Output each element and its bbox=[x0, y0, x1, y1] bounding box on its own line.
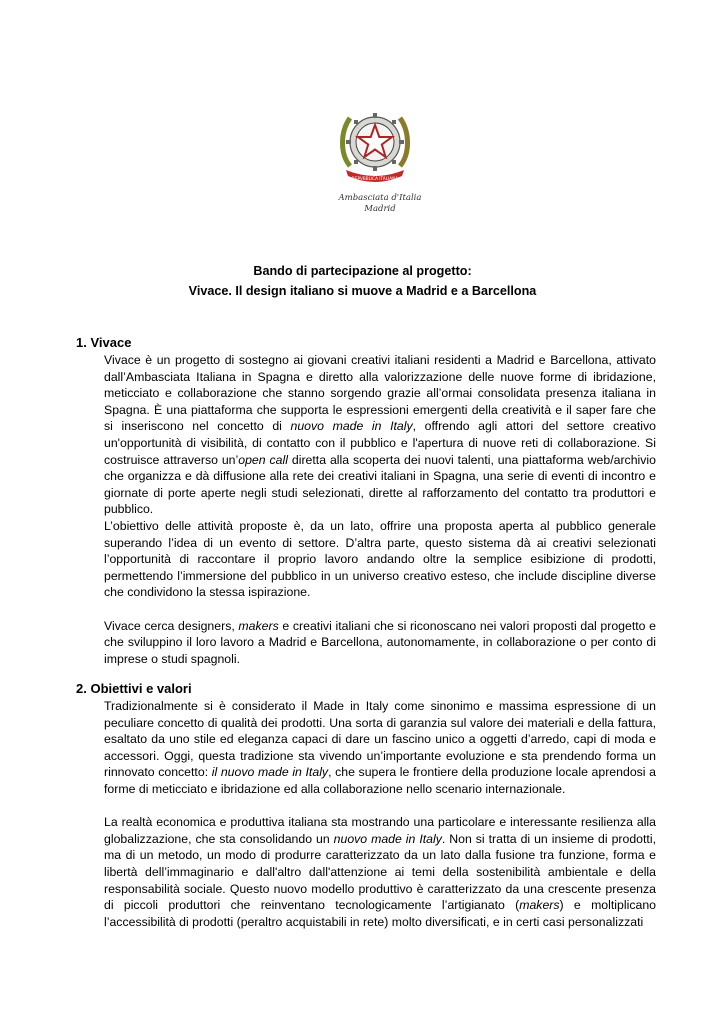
section-heading-vivace: 1. Vivace bbox=[76, 335, 132, 350]
embassy-name: Ambasciata d'Italia bbox=[338, 193, 422, 203]
paragraph bbox=[104, 698, 656, 798]
text-run: Tradizionalmente si è considerato il Made in Italy come sinonimo e massima espressione di un peculiare concetto di qualità dei prodotti. Una sorta di garanzia sul valore dei materiali e della fattura, esaltato da uno stile ed eleganza capaci di dare un fascino unico a oggetti d’arredo, capi di moda e accessori. Oggi, questa tradizione sta vivendo un’importante evoluzione e sta prendendo forma un rinnovato concetto: bbox=[104, 699, 656, 780]
paragraph bbox=[104, 352, 656, 518]
italic-run: makers bbox=[238, 618, 279, 633]
text-run: L’obiettivo delle attività proposte è, da un lato, offrire una proposta aperta al pubblico generale superando l’idea di un evento di settore. D’altra parte, questo sistema dà ai creativi selezionati l’opportunità di raccontare il proprio lavoro andando oltre la semplice esibizione di prodotti, permettendo l’immersione del pubblico in un universo creativo esteso, che include discipline diverse che condividono la stessa ispirazione. bbox=[104, 518, 656, 600]
paragraph bbox=[104, 518, 656, 601]
embassy-city: Madrid bbox=[364, 204, 396, 214]
document-title-line1: Bando di partecipazione al progetto: bbox=[253, 264, 472, 278]
paragraph bbox=[104, 618, 656, 668]
text-run: ) e moltiplicano l’accessibilità di prodotti (peraltro acquistabili in rete) molto diversificati, e in certi casi personalizzati bbox=[104, 898, 656, 929]
text-run: , che supera le frontiere della produzione locale aprendosi a forme di meticciato e ibridazione ed alla collaborazione nello scenario internazionale. bbox=[104, 765, 656, 796]
section-body-vivace bbox=[104, 352, 656, 667]
text-run: , offrendo agli attori del settore creativo un'opportunità di visibilità, di contatto con il pubblico e l'apertura di nuove reti di collaborazione. Si costruisce attraverso un’ bbox=[104, 419, 657, 467]
text-run: e creativi italiani che si riconoscano nei valori proposti dal progetto e che sviluppino il loro lavoro a Madrid e Barcellona, autonomamente, in collaborazione o per conto di imprese o studi spagnoli. bbox=[104, 618, 656, 666]
italic-run: open call bbox=[238, 452, 288, 467]
embassy-caption bbox=[300, 193, 460, 215]
italic-run: il nuovo made in Italy bbox=[211, 765, 329, 780]
italic-run: nuovo made in Italy bbox=[290, 419, 413, 434]
text-run: Vivace è un progetto di sostegno ai giovani creativi italiani residenti a Madrid e Barcellona, attivato dall’Ambasciata Italiana in Spagna e diretto alla valorizzazione delle nuove forme di ibridazione, meticciato e collaborazione che stanno sorgendo grazie all’ormai consolidata presenza italiana in Spagna. È una piattaforma che supporta le espressioni emergenti della creatività e il saper fare che si inseriscono nel concetto di bbox=[104, 353, 656, 434]
text-run: Vivace cerca designers, bbox=[104, 618, 239, 633]
text-run: diretta alla scoperta dei nuovi talenti, una piattaforma web/archivio che organizza e dà diffusione alla rete dei creativi italiani in Spagna, una serie di eventi di incontro e giornate di porte aperte negli studi selezionati, dirette al rafforzamento del contatto tra produttori e pubblico. bbox=[104, 452, 656, 517]
emblem-icon bbox=[338, 104, 412, 188]
text-run: La realtà economica e produttiva italiana sta mostrando una particolare e interessante resilienza alla globalizzazione, che sta consolidando un bbox=[104, 815, 656, 846]
text-run: . Non si tratta di un insieme di prodotti, ma di un metodo, un modo di produrre caratterizzato da un lato dalla fusione tra funzione, forma e libertà dell’immaginario e dall'altro dall'attenzione ai temi della sostenibilità ambientale e della responsabilità sociale. Questo nuovo modello produttivo è caratterizzato da una crescente presenza di piccoli produttori che reinventano tecnologicamente l’artigianato ( bbox=[104, 831, 656, 913]
section-body-obiettivi bbox=[104, 698, 656, 930]
section-heading-obiettivi: 2. Obiettivi e valori bbox=[76, 681, 192, 696]
italic-run: nuovo made in Italy bbox=[333, 831, 442, 846]
svg-text:REPVBBLICA ITALIANA: REPVBBLICA ITALIANA bbox=[351, 176, 399, 181]
paragraph bbox=[104, 814, 656, 930]
document-title-line2: Vivace. Il design italiano si muove a Madrid e a Barcellona bbox=[188, 284, 537, 298]
italic-run: makers bbox=[519, 898, 560, 913]
